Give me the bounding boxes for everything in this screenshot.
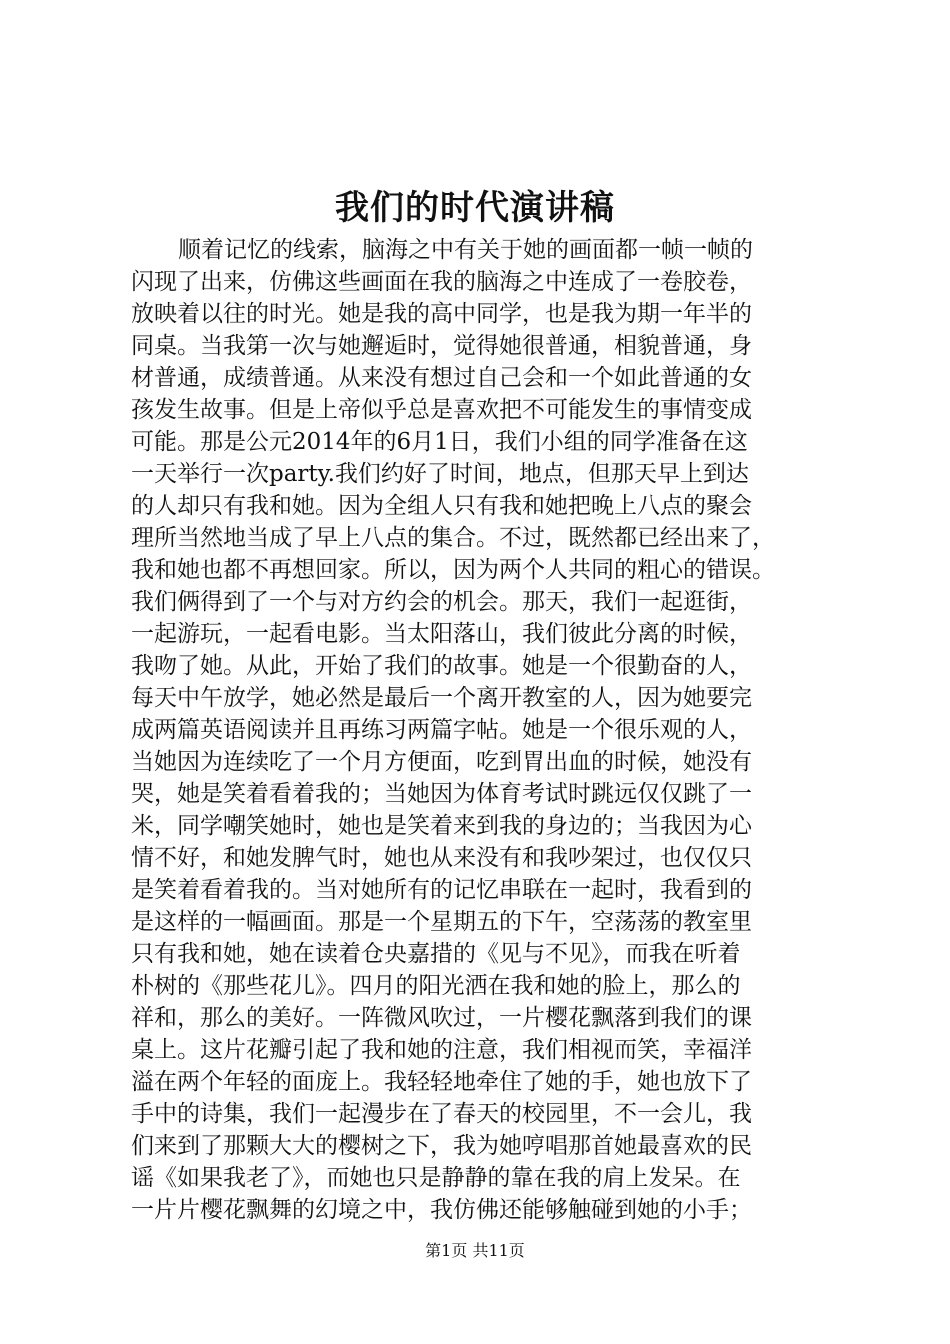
body-line: 米，同学嘲笑她时，她也是笑着来到我的身边的；当我因为心 — [131, 813, 752, 839]
body-line: 理所当然地当成了早上八点的集合。不过，既然都已经出来了， — [131, 525, 775, 551]
body-line: 们来到了那颗大大的樱树之下，我为她哼唱那首她最喜欢的民 — [131, 1133, 752, 1159]
body-line: 材普通，成绩普通。从来没有想过自己会和一个如此普通的女 — [131, 365, 752, 391]
body-line: 手中的诗集，我们一起漫步在了春天的校园里，不一会儿，我 — [131, 1101, 752, 1127]
body-line: 同桌。当我第一次与她邂逅时，觉得她很普通，相貌普通，身 — [131, 333, 752, 359]
page-number: 第1页 共11页 — [425, 1241, 525, 1260]
body-line: 桌上。这片花瓣引起了我和她的注意，我们相视而笑，幸福洋 — [131, 1037, 752, 1063]
body-line: 放映着以往的时光。她是我的高中同学，也是我为期一年半的 — [131, 301, 752, 327]
body-line: 闪现了出来，仿佛这些画面在我的脑海之中连成了一卷胶卷， — [131, 269, 752, 295]
document-title: 我们的时代演讲稿 — [335, 188, 615, 228]
body-line: 我和她也都不再想回家。所以，因为两个人共同的粗心的错误。 — [131, 557, 775, 583]
body-line: 每天中午放学，她必然是最后一个离开教室的人，因为她要完 — [131, 685, 752, 711]
body-line: 谣《如果我老了》，而她也只是静静的靠在我的肩上发呆。在 — [131, 1165, 741, 1191]
body-line: 一天举行一次party.我们约好了时间，地点，但那天早上到达 — [131, 461, 749, 487]
body-line: 当她因为连续吃了一个月方便面，吃到胃出血的时候，她没有 — [131, 749, 752, 775]
document-body — [131, 234, 831, 1226]
body-line: 孩发生故事。但是上帝似乎总是喜欢把不可能发生的事情变成 — [131, 397, 752, 423]
body-line: 我们俩得到了一个与对方约会的机会。那天，我们一起逛街， — [131, 589, 752, 615]
body-line: 哭，她是笑着看着我的；当她因为体育考试时跳远仅仅跳了一 — [131, 781, 752, 807]
body-line: 的人却只有我和她。因为全组人只有我和她把晚上八点的聚会 — [131, 493, 752, 519]
body-line: 祥和，那么的美好。一阵微风吹过，一片樱花飘落到我们的课 — [131, 1005, 752, 1031]
body-line: 只有我和她，她在读着仓央嘉措的《见与不见》，而我在听着 — [131, 941, 741, 967]
body-line: 我吻了她。从此，开始了我们的故事。她是一个很勤奋的人， — [131, 653, 752, 679]
body-line: 朴树的《那些花儿》。四月的阳光洒在我和她的脸上，那么的 — [131, 973, 741, 999]
body-line: 顺着记忆的线索，脑海之中有关于她的画面都一帧一帧的 — [178, 237, 753, 263]
body-line: 是笑着看着我的。当对她所有的记忆串联在一起时，我看到的 — [131, 877, 752, 903]
body-line: 是这样的一幅画面。那是一个星期五的下午，空荡荡的教室里 — [131, 909, 752, 935]
body-line: 情不好，和她发脾气时，她也从来没有和我吵架过，也仅仅只 — [131, 845, 752, 871]
body-line: 成两篇英语阅读并且再练习两篇字帖。她是一个很乐观的人， — [131, 717, 752, 743]
body-line: 可能。那是公元2014年的6月1日，我们小组的同学准备在这 — [131, 429, 748, 455]
body-line: 一片片樱花飘舞的幻境之中，我仿佛还能够触碰到她的小手； — [131, 1197, 752, 1223]
body-line: 溢在两个年轻的面庞上。我轻轻地牵住了她的手，她也放下了 — [131, 1069, 752, 1095]
body-line: 一起游玩，一起看电影。当太阳落山，我们彼此分离的时候， — [131, 621, 752, 647]
